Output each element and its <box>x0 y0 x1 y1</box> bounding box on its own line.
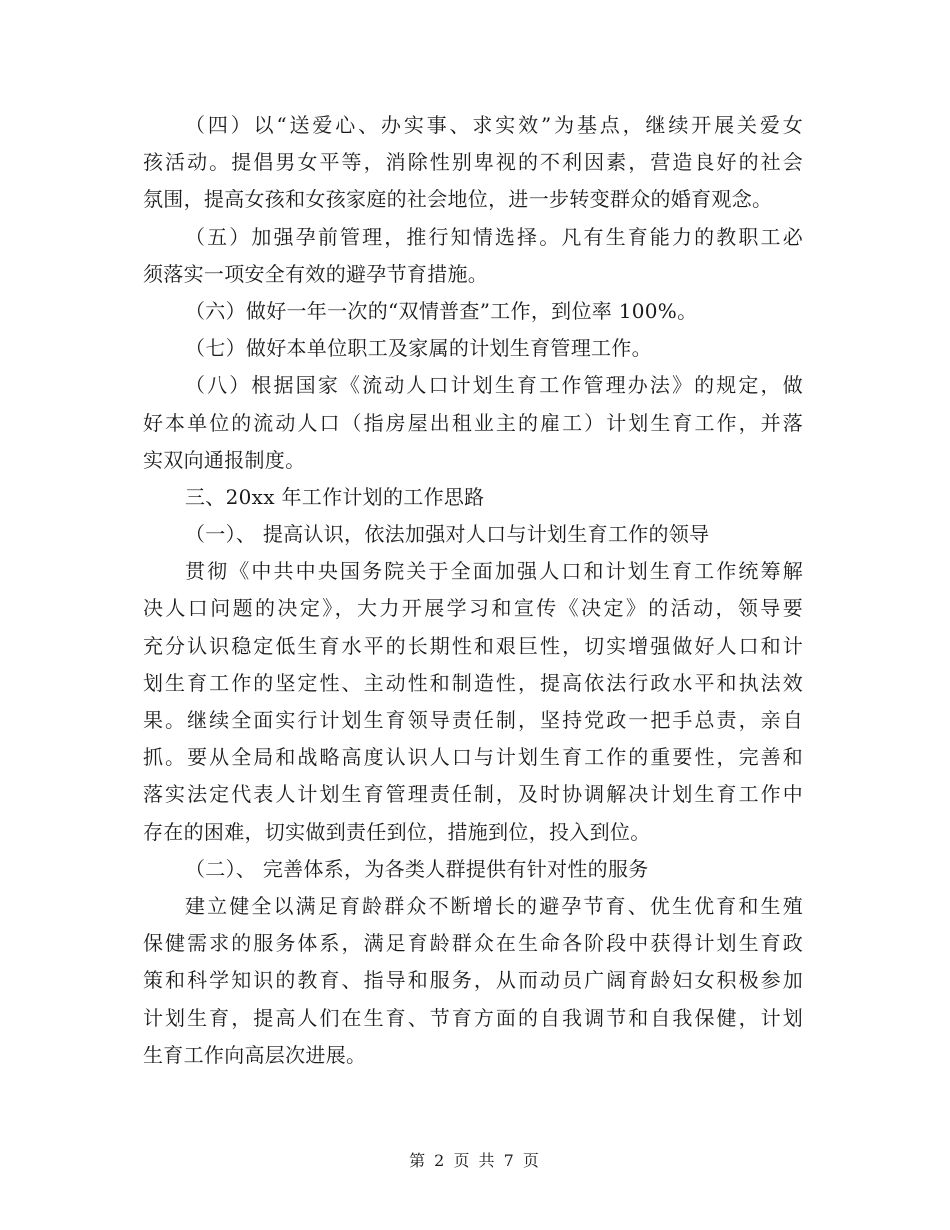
paragraph-line: （四）以“送爱心、办实事、求实效”为基点，继续开展关爱女 <box>185 113 803 137</box>
paragraph-line: 落实法定代表人计划生育管理责任制，及时协调解决计划生育工作中 <box>143 782 803 807</box>
subsection-heading: （二）、 完善体系，为各类人群提供有针对性的服务 <box>185 856 649 881</box>
paragraph-line: 计划生育，提高人们在生育、节育方面的自我调节和自我保健，计划 <box>143 1005 803 1030</box>
paragraph-line: 孩活动。提倡男女平等，消除性别卑视的不利因素，营造良好的社会 <box>143 150 803 175</box>
paragraph-line: 决人口问题的决定》，大力开展学习和宣传《决定》的活动，领导要 <box>143 596 803 621</box>
paragraph-line: 充分认识稳定低生育水平的长期性和艰巨性，切实增强做好人口和计 <box>143 633 803 658</box>
paragraph-line: 果。继续全面实行计划生育领导责任制，坚持党政一把手总责，亲自 <box>143 708 803 732</box>
section-heading: 三、20xx 年工作计划的工作思路 <box>185 484 485 509</box>
paragraph-line: （六）做好一年一次的“双情普查”工作，到位率 100%。 <box>185 298 698 323</box>
paragraph-line: 实双向通报制度。 <box>143 447 306 472</box>
paragraph-line: （五）加强孕前管理，推行知情选择。凡有生育能力的教职工必 <box>185 224 803 249</box>
paragraph-line: 须落实一项安全有效的避孕节育措施。 <box>143 261 489 286</box>
paragraph-line: 保健需求的服务体系，满足育龄群众在生命各阶段中获得计划生育政 <box>143 931 803 956</box>
paragraph-line: 贯彻《中共中央国务院关于全面加强人口和计划生育工作统筹解 <box>185 559 803 584</box>
paragraph-line: 好本单位的流动人口（指房屋出租业主的雇工）计划生育工作，并落 <box>143 410 803 435</box>
document-body <box>143 107 803 1074</box>
page-footer: 第 2 页 共 7 页 <box>409 1151 541 1170</box>
paragraph-line: 建立健全以满足育龄群众不断增长的避孕节育、优生优育和生殖 <box>185 893 803 918</box>
paragraph-line: （八）根据国家《流动人口计划生育工作管理办法》的规定，做 <box>185 373 803 398</box>
paragraph-line: 抓。要从全局和战略高度认识人口与计划生育工作的重要性，完善和 <box>143 745 803 770</box>
paragraph-line: 生育工作向高层次进展。 <box>143 1042 367 1067</box>
paragraph-line: （七）做好本单位职工及家属的计划生育管理工作。 <box>185 336 652 361</box>
paragraph-line: 策和科学知识的教育、指导和服务，从而动员广阔育龄妇女积极参加 <box>143 968 803 993</box>
paragraph-line: 氛围，提高女孩和女孩家庭的社会地位，进一步转变群众的婚育观念。 <box>143 187 773 212</box>
paragraph-line: 存在的困难，切实做到责任到位，措施到位，投入到位。 <box>143 819 651 844</box>
subsection-heading: （一）、 提高认识，依法加强对人口与计划生育工作的领导 <box>185 522 710 547</box>
paragraph-line: 划生育工作的坚定性、主动性和制造性，提高依法行政水平和执法效 <box>143 670 803 695</box>
